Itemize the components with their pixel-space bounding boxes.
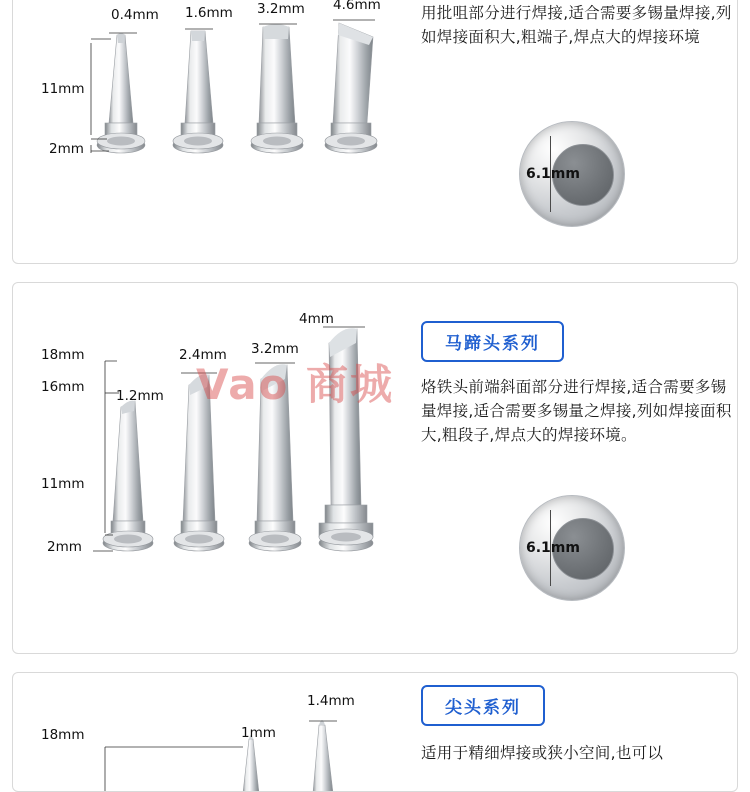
chisel-tip-label-3: 3.2mm [257,1,305,17]
hoof-shank-diameter: 6.1mm [526,540,580,556]
hoof-tip-label-2: 2.4mm [179,347,227,363]
hoof-tips-illustration [13,283,421,654]
hoof-dim-18mm: 18mm [41,347,85,363]
point-series-badge: 尖头系列 [421,685,545,726]
hoof-dim-11mm: 11mm [41,476,85,492]
section-hoof [12,282,738,654]
chisel-tip-label-4: 4.6mm [333,0,381,13]
chisel-dim-length: 11mm [41,81,85,97]
hoof-description: 烙铁头前端斜面部分进行焊接,适合需要多锡量焊接,适合需要多锡量之焊接,列如焊接面积大,粗段子,焊点大的焊接环境。 [421,378,732,445]
chisel-description: 用批咀部分进行焊接,适合需要多锡量焊接,列如焊接面积大,粗端子,焊点大的焊接环境 [421,4,732,47]
chisel-shank-photo [519,121,625,227]
chisel-tip-label-2: 1.6mm [185,5,233,21]
hoof-tip-label-4: 4mm [299,311,334,327]
point-dim-18mm: 18mm [41,727,85,743]
hoof-dim-16mm: 16mm [41,379,85,395]
chisel-drawing [13,0,421,263]
chisel-tip-label-1: 0.4mm [111,7,159,23]
point-description: 适用于精细焊接或狭小空间,也可以 [421,744,664,762]
hoof-series-badge: 马蹄头系列 [421,321,564,362]
point-text-column [421,673,737,791]
hoof-drawing [13,283,421,653]
chisel-dim-base: 2mm [49,141,84,157]
chisel-shank-diameter: 6.1mm [526,166,580,182]
hoof-tip-label-3: 3.2mm [251,341,299,357]
section-chisel [12,0,738,264]
watermark: Vao 商城 [196,360,395,409]
point-drawing [13,673,421,791]
point-tip-label-2: 1.4mm [307,693,355,709]
hoof-tip-label-1: 1.2mm [116,388,164,404]
point-tip-label-1: 1mm [241,725,276,741]
chisel-tips-illustration [13,0,421,264]
chisel-text-column [421,0,737,263]
hoof-text-column [421,283,737,653]
section-point [12,672,738,792]
hoof-dim-2mm: 2mm [47,539,82,555]
hoof-shank-photo [519,495,625,601]
